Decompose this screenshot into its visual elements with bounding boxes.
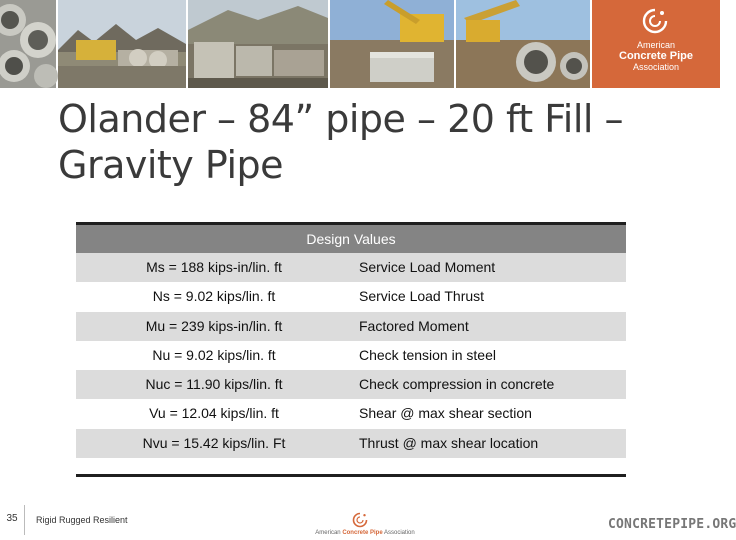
footer-divider	[24, 505, 25, 535]
logo-line-2: Concrete Pipe	[619, 50, 693, 62]
logo-line-3: Association	[632, 62, 680, 72]
design-value: Vu = 12.04 kips/lin. ft	[149, 405, 279, 422]
design-description: Factored Moment	[359, 317, 469, 334]
acpa-logo-banner	[592, 0, 720, 88]
design-description: Service Load Moment	[359, 259, 496, 275]
photo-box-culvert-install	[330, 0, 454, 88]
design-values-table	[76, 222, 626, 477]
slide-number: 35	[6, 513, 18, 524]
table-row	[76, 312, 626, 341]
table-row	[76, 399, 626, 428]
design-value: Ns = 9.02 kips/lin. ft	[152, 288, 276, 305]
footer-website[interactable]: CONCRETEPIPE.ORG	[608, 517, 736, 532]
acpa-logo-icon	[642, 8, 668, 34]
acpa-small-logo-icon	[352, 512, 368, 528]
table-header-label: Design Values	[306, 231, 396, 247]
slide-title: Olander – 84” pipe – 20 ft Fill – Gravity Pipe	[58, 97, 624, 187]
design-description: Check tension in steel	[359, 346, 496, 363]
photo-pipe-stockpile	[188, 0, 328, 88]
design-value: Nu = 9.02 kips/lin. ft	[152, 346, 276, 363]
photo-excavator-yard	[58, 0, 186, 88]
footer-tagline: Rigid Rugged Resilient	[36, 515, 128, 525]
design-value: Ms = 188 kips-in/lin. ft	[146, 259, 282, 275]
footer-logo-brand: Concrete Pipe	[342, 530, 383, 536]
footer-logo-pre: American	[315, 530, 343, 536]
footer-logo	[300, 512, 430, 540]
table-row	[76, 429, 626, 458]
footer-logo-text	[300, 530, 430, 536]
design-value: Mu = 239 kips-in/lin. ft	[145, 317, 283, 334]
design-description: Thrust @ max shear location	[359, 434, 539, 451]
design-value: Nuc = 11.90 kips/lin. ft	[145, 376, 283, 393]
photo-pipe-trench	[456, 0, 590, 88]
table-bottom-spacer	[76, 458, 626, 474]
header-photo-strip	[0, 0, 720, 92]
logo-line-1: American	[636, 40, 675, 50]
design-description: Check compression in concrete	[359, 376, 555, 393]
design-value: Nvu = 15.42 kips/lin. Ft	[142, 434, 286, 451]
design-description: Shear @ max shear section	[359, 405, 532, 422]
table-row	[76, 341, 626, 370]
footer-logo-post: Association	[382, 530, 415, 536]
table-row	[76, 253, 626, 282]
photo-concrete-pipes	[0, 0, 56, 88]
table-header	[76, 225, 626, 253]
table-row	[76, 370, 626, 399]
design-description: Service Load Thrust	[359, 288, 485, 305]
table-row	[76, 282, 626, 311]
